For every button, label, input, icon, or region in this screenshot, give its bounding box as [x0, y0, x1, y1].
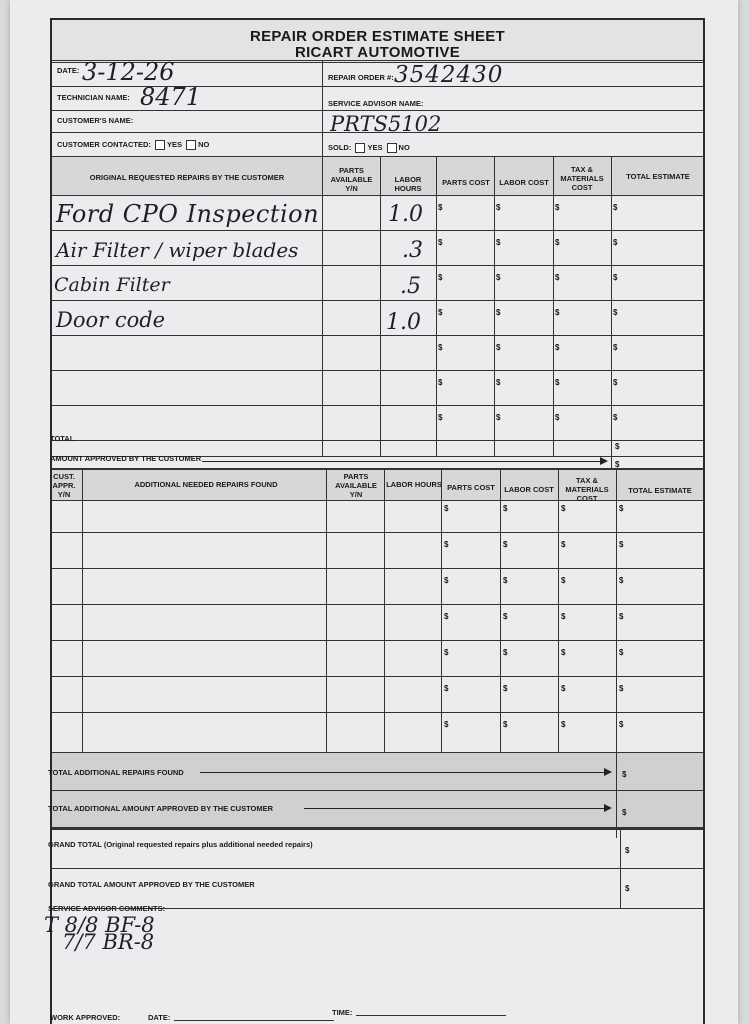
- t1-total-header: TOTAL ESTIMATE: [626, 172, 690, 181]
- t2-dollar-sign: $: [561, 648, 566, 657]
- t2-dollar-sign: $: [444, 648, 449, 657]
- date-value[interactable]: 3-12-26: [82, 58, 175, 86]
- t2-dollar-sign: $: [444, 720, 449, 729]
- t1-dollar-sign: $: [438, 203, 443, 212]
- t1-dollar-sign: $: [496, 308, 501, 317]
- repair-order-value[interactable]: 3542430: [394, 62, 504, 88]
- service-advisor-label: SERVICE ADVISOR NAME:: [328, 99, 424, 108]
- customer-name-label: CUSTOMER'S NAME:: [57, 116, 134, 125]
- t2-labor-hours-header: LABOR HOURS: [386, 480, 442, 489]
- t2-dollar-sign: $: [561, 612, 566, 621]
- t2-found-arrow: [200, 772, 610, 773]
- t1-hours-3[interactable]: .5: [400, 274, 421, 299]
- t1-dollar-sign: $: [496, 413, 501, 422]
- t2-total-approved-dollar: $: [622, 808, 627, 817]
- t1-dollar-sign: $: [438, 238, 443, 247]
- work-approved-label: WORK APPROVED:: [50, 1013, 121, 1022]
- t2-total-found-label: TOTAL ADDITIONAL REPAIRS FOUND: [48, 768, 184, 777]
- t1-repair-1[interactable]: Ford CPO Inspection: [56, 200, 320, 228]
- date-label: DATE:: [57, 66, 80, 75]
- t2-dollar-sign: $: [561, 504, 566, 513]
- t2-dollar-sign: $: [561, 540, 566, 549]
- t2-dollar-sign: $: [503, 540, 508, 549]
- t1-hours-2[interactable]: .3: [402, 238, 423, 263]
- t2-dollar-sign: $: [619, 504, 624, 513]
- t2-total-header: TOTAL ESTIMATE: [628, 486, 692, 495]
- t2-dollar-sign: $: [619, 648, 624, 657]
- sold-label: SOLD: YES NO: [328, 143, 410, 152]
- t2-tax-header: TAX & MATERIALS COST: [565, 476, 609, 503]
- t1-parts-cost-header: PARTS COST: [442, 178, 490, 187]
- t1-dollar-sign: $: [438, 413, 443, 422]
- t2-dollar-sign: $: [444, 612, 449, 621]
- t2-dollar-sign: $: [619, 612, 624, 621]
- t1-dollar-sign: $: [613, 308, 618, 317]
- t1-repair-3[interactable]: Cabin Filter: [54, 274, 170, 296]
- t1-dollar-sign: $: [613, 413, 618, 422]
- t1-tax-header: TAX & MATERIALS COST: [560, 165, 604, 192]
- t1-approved-arrow: [202, 461, 606, 462]
- t1-dollar-sign: $: [496, 238, 501, 247]
- t2-parts-available-header: PARTS AVAILABLE Y/N: [335, 472, 377, 499]
- t2-dollar-sign: $: [561, 576, 566, 585]
- t1-dollar-sign: $: [613, 343, 618, 352]
- advisor-comments-line2[interactable]: 7/7 BR-8: [62, 930, 155, 954]
- t2-dollar-sign: $: [503, 648, 508, 657]
- t2-dollar-sign: $: [561, 684, 566, 693]
- t1-dollar-sign: $: [613, 378, 618, 387]
- t1-total-label: TOTAL: [50, 434, 75, 443]
- t1-dollar-sign: $: [438, 308, 443, 317]
- repair-order-form: [44, 18, 705, 1024]
- t1-dollar-sign: $: [555, 273, 560, 282]
- t1-total-dollar: $: [615, 442, 620, 451]
- t1-dollar-sign: $: [496, 378, 501, 387]
- t1-dollar-sign: $: [613, 203, 618, 212]
- t2-dollar-sign: $: [503, 612, 508, 621]
- customer-contacted-label: CUSTOMER CONTACTED: YES NO: [57, 140, 210, 149]
- contacted-yes-checkbox[interactable]: [155, 140, 165, 150]
- t2-dollar-sign: $: [444, 504, 449, 513]
- t2-dollar-sign: $: [444, 576, 449, 585]
- t2-total-found-dollar: $: [622, 770, 627, 779]
- t2-dollar-sign: $: [619, 576, 624, 585]
- t1-dollar-sign: $: [496, 343, 501, 352]
- t2-total-approved-label: TOTAL ADDITIONAL AMOUNT APPROVED BY THE CUSTOMER: [48, 804, 274, 813]
- t1-approved-dollar: $: [615, 460, 620, 469]
- t1-dollar-sign: $: [555, 203, 560, 212]
- t1-parts-available-header: PARTS AVAILABLE Y/N: [330, 166, 373, 193]
- grand-total-label: GRAND TOTAL (Original requested repairs plus additional needed repairs): [48, 840, 313, 849]
- t2-parts-cost-header: PARTS COST: [447, 483, 495, 492]
- service-advisor-value[interactable]: PRTS5102: [330, 112, 442, 136]
- t2-dollar-sign: $: [619, 720, 624, 729]
- t2-dollar-sign: $: [444, 684, 449, 693]
- t1-hours-4[interactable]: 1.0: [386, 310, 421, 335]
- t1-dollar-sign: $: [555, 343, 560, 352]
- t1-dollar-sign: $: [555, 378, 560, 387]
- work-date-label: DATE:: [148, 1013, 171, 1022]
- t1-dollar-sign: $: [613, 238, 618, 247]
- t1-repair-2[interactable]: Air Filter / wiper blades: [56, 238, 299, 262]
- t1-dollar-sign: $: [555, 238, 560, 247]
- technician-label: TECHNICIAN NAME:: [57, 93, 130, 102]
- t1-repairs-header: ORIGINAL REQUESTED REPAIRS BY THE CUSTOMER: [89, 173, 285, 182]
- t1-hours-1[interactable]: 1.0: [388, 202, 423, 227]
- t2-dollar-sign: $: [503, 576, 508, 585]
- technician-value[interactable]: 8471: [140, 83, 202, 111]
- t2-dollar-sign: $: [561, 720, 566, 729]
- sold-yes-checkbox[interactable]: [355, 143, 365, 153]
- t2-dollar-sign: $: [503, 504, 508, 513]
- grand-total-approved-label: GRAND TOTAL AMOUNT APPROVED BY THE CUSTOMER: [48, 880, 255, 889]
- t2-labor-cost-header: LABOR COST: [504, 485, 554, 494]
- t1-dollar-sign: $: [613, 273, 618, 282]
- t1-dollar-sign: $: [555, 308, 560, 317]
- t1-dollar-sign: $: [438, 378, 443, 387]
- grand-total-approved-dollar: $: [625, 884, 630, 893]
- t1-dollar-sign: $: [438, 343, 443, 352]
- advisor-comments-line1[interactable]: T 8/8 BF-8: [44, 913, 155, 937]
- t2-dollar-sign: $: [503, 720, 508, 729]
- t1-labor-hours-header: LABOR HOURS: [394, 175, 422, 193]
- advisor-comments-label: SERVICE ADVISOR COMMENTS:: [48, 904, 166, 913]
- form-title: REPAIR ORDER ESTIMATE SHEET: [249, 28, 506, 45]
- repair-order-label: REPAIR ORDER #:: [328, 73, 394, 82]
- t1-repair-4[interactable]: Door code: [56, 308, 166, 332]
- work-time-label: TIME:: [332, 1008, 353, 1017]
- t2-dollar-sign: $: [444, 540, 449, 549]
- t2-approved-arrow: [304, 808, 610, 809]
- sold-no-checkbox[interactable]: [387, 143, 397, 153]
- t2-repairs-header: ADDITIONAL NEEDED REPAIRS FOUND: [134, 480, 278, 489]
- t2-dollar-sign: $: [619, 684, 624, 693]
- grand-total-dollar: $: [625, 846, 630, 855]
- t2-cust-appr-header: CUST. APPR. Y/N: [52, 472, 76, 499]
- t1-dollar-sign: $: [438, 273, 443, 282]
- t1-dollar-sign: $: [496, 273, 501, 282]
- t2-dollar-sign: $: [619, 540, 624, 549]
- t1-labor-cost-header: LABOR COST: [499, 178, 549, 187]
- contacted-no-checkbox[interactable]: [186, 140, 196, 150]
- t1-dollar-sign: $: [496, 203, 501, 212]
- estimate-sheet-paper: [10, 0, 738, 1024]
- t2-dollar-sign: $: [503, 684, 508, 693]
- company-name: RICART AUTOMOTIVE: [294, 44, 461, 61]
- t1-approved-label: AMOUNT APPROVED BY THE CUSTOMER: [50, 454, 202, 463]
- t1-dollar-sign: $: [555, 413, 560, 422]
